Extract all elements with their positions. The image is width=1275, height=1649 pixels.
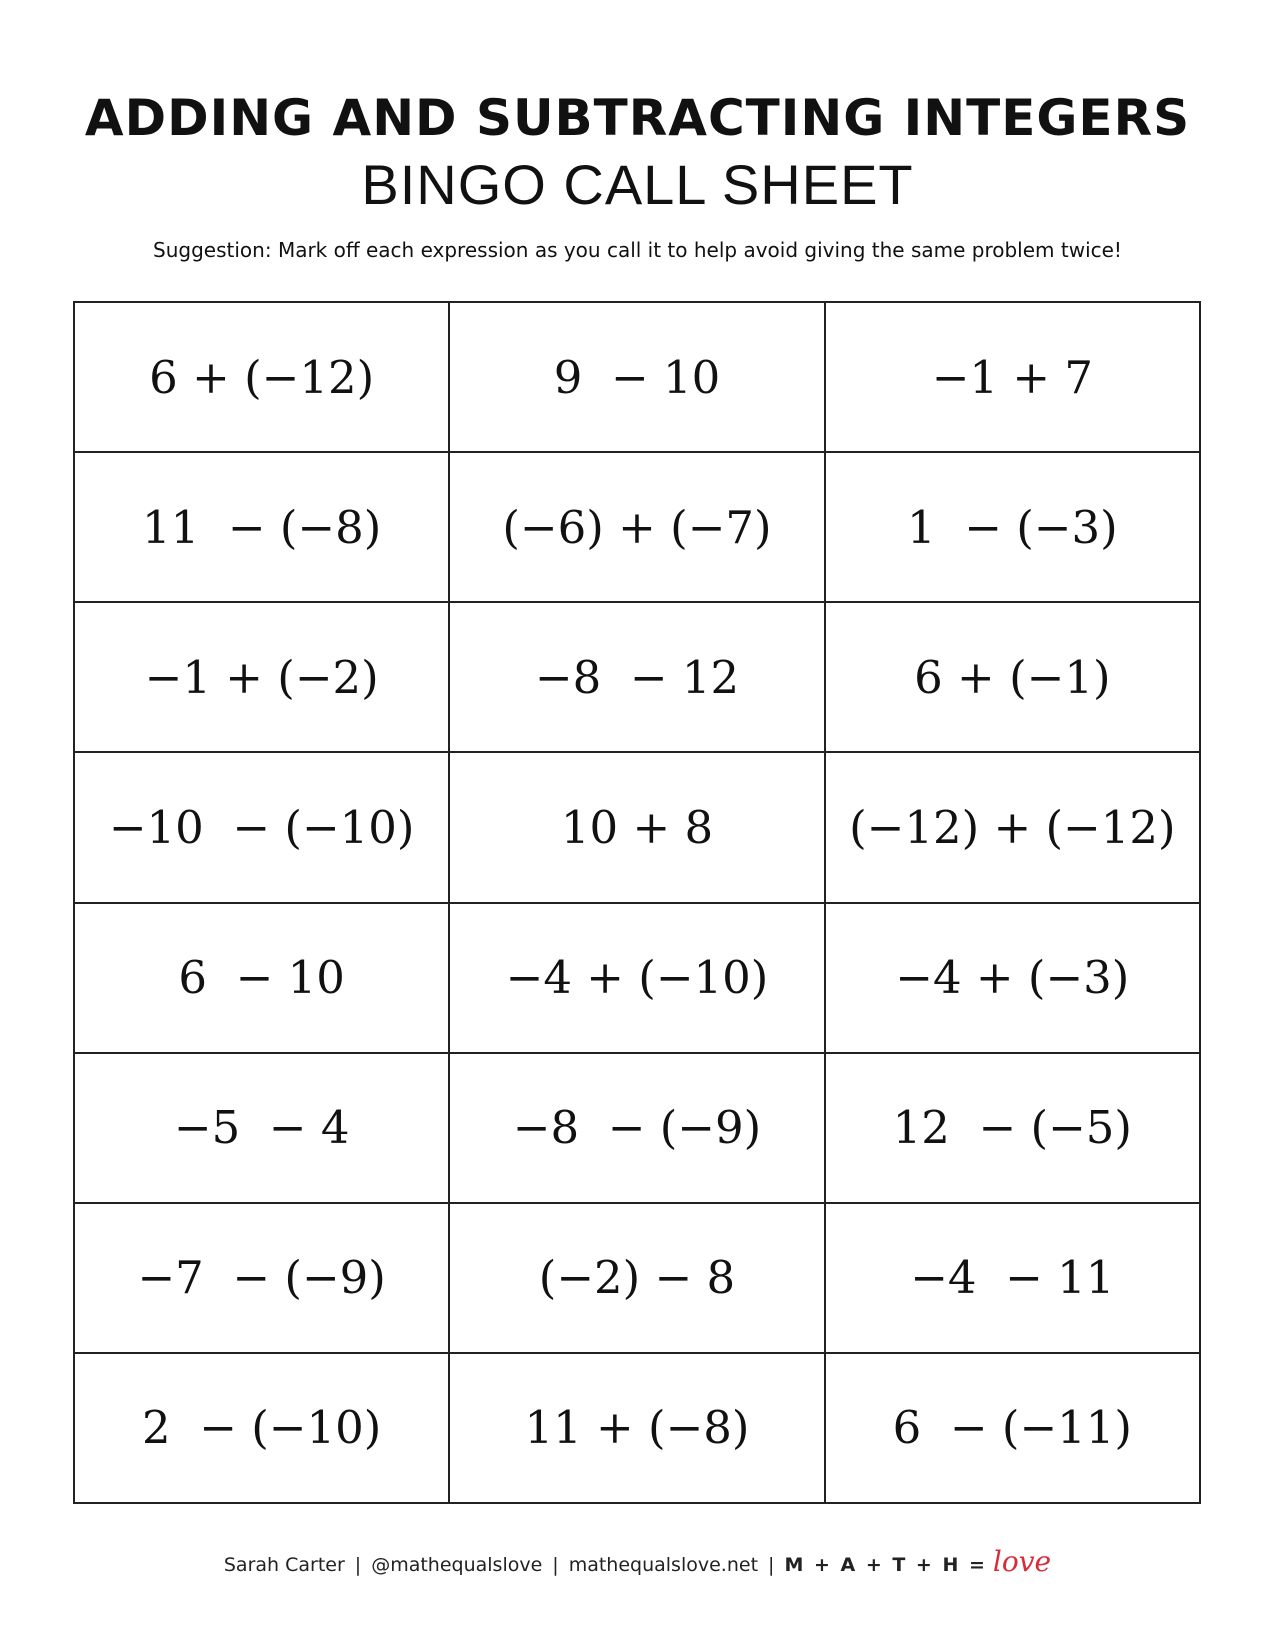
expression-cell: 9 − 10 [450, 303, 825, 453]
suggestion-text: Suggestion: Mark off each expression as you call it to help avoid giving the same problem twice! [153, 238, 1122, 262]
expression-cell: 6 + (−1) [826, 603, 1201, 753]
footer-separator: | [552, 1554, 559, 1576]
expression-cell: (−6) + (−7) [450, 453, 825, 603]
footer-social-handle: @mathequalslove [371, 1554, 543, 1576]
expression-cell: 10 + 8 [450, 753, 825, 903]
expression-cell: −1 + 7 [826, 303, 1201, 453]
expression-cell: −7 − (−9) [75, 1204, 450, 1354]
expression-cell: 11 + (−8) [450, 1354, 825, 1504]
footer [0, 1545, 1275, 1578]
brand-logo-love: love [992, 1545, 1052, 1578]
expression-cell: −10 − (−10) [75, 753, 450, 903]
expression-cell: −4 + (−3) [826, 904, 1201, 1054]
expression-cell: −5 − 4 [75, 1054, 450, 1204]
expression-cell: (−2) − 8 [450, 1204, 825, 1354]
page-subtitle: BINGO CALL SHEET [361, 153, 914, 216]
expression-cell: −8 − 12 [450, 603, 825, 753]
expression-cell: 2 − (−10) [75, 1354, 450, 1504]
expression-cell: 6 − (−11) [826, 1354, 1201, 1504]
expression-cell: −4 + (−10) [450, 904, 825, 1054]
expression-cell: 12 − (−5) [826, 1054, 1201, 1204]
expression-cell: 11 − (−8) [75, 453, 450, 603]
expression-cell: 6 − 10 [75, 904, 450, 1054]
brand-logo-text: M + A + T + H = [784, 1554, 987, 1576]
footer-author: Sarah Carter [223, 1554, 345, 1576]
page-title: ADDING AND SUBTRACTING INTEGERS [84, 89, 1191, 147]
expression-cell: −4 − 11 [826, 1204, 1201, 1354]
expression-cell: (−12) + (−12) [826, 753, 1201, 903]
expression-cell: 6 + (−12) [75, 303, 450, 453]
expression-cell: −1 + (−2) [75, 603, 450, 753]
footer-website: mathequalslove.net [568, 1554, 759, 1576]
call-sheet-grid [73, 301, 1201, 1504]
expression-cell: 1 − (−3) [826, 453, 1201, 603]
footer-separator: | [768, 1554, 775, 1576]
expression-cell: −8 − (−9) [450, 1054, 825, 1204]
footer-separator: | [354, 1554, 362, 1576]
